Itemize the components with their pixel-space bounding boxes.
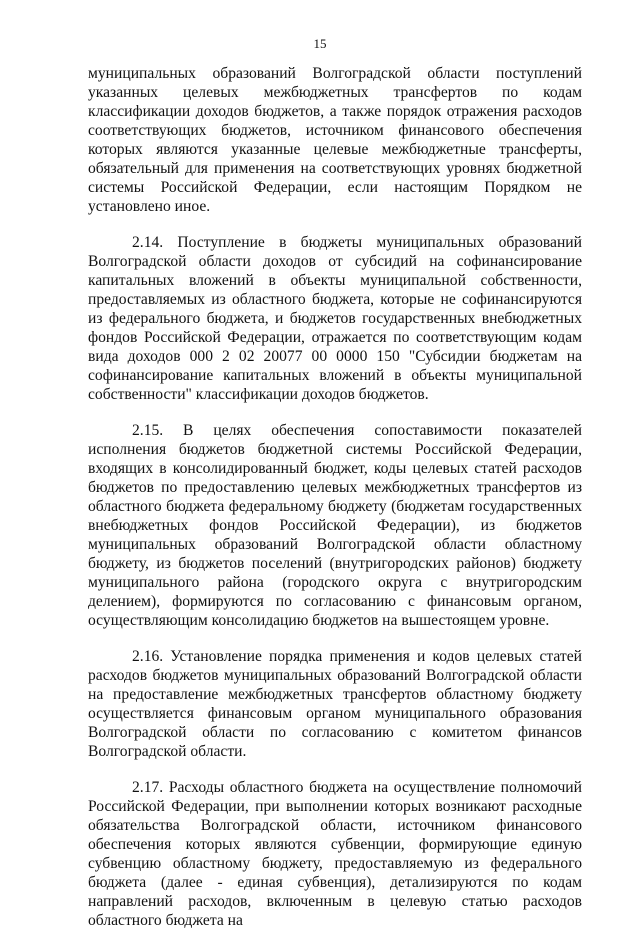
document-body: [88, 64, 582, 930]
paragraph-2-14: 2.14. Поступление в бюджеты муниципальных образований Волгоградской области доходов от субсидий на софинансирование капитальных вложений в объекты муниципальной собственности, предоставляемых из областного бюджета, которые не софинансируются из федерального бюджета, и бюджетов государственных внебюджетных фондов Российской Федерации, отражается по соответствующим кодам вида доходов 000 2 02 20077 00 0000 150 "Субсидии бюджетам на софинансирование капитальных вложений в объекты муниципальной собственности" классификации доходов бюджетов.: [88, 234, 582, 403]
paragraph-2-17: 2.17. Расходы областного бюджета на осуществление полномочий Российской Федерации, при выполнении которых возникают расходные обязательства Волгоградской области, источником финансового обеспечения которых являются субвенции, формирующие единую субвенцию областному бюджету, предоставляемую из федерального бюджета (далее - единая субвенция), детализируются по кодам направлений расходов, включенным в целевую статью расходов областного бюджета на: [88, 779, 582, 929]
paragraph-2-16: 2.16. Установление порядка применения и кодов целевых статей расходов бюджетов муниципальных образований Волгоградской области на предоставление межбюджетных трансфертов областному бюджету осуществляется финансовым органом муниципального образования Волгоградской области по согласованию с комитетом финансов Волгоградской области.: [88, 648, 582, 760]
paragraph-2-15: 2.15. В целях обеспечения сопоставимости показателей исполнения бюджетов бюджетной системы Российской Федерации, входящих в консолидированный бюджет, коды целевых статей расходов бюджетов по предоставлению целевых межбюджетных трансфертов из областного бюджета федеральному бюджету (бюджетам государственных внебюджетных фондов Российской Федерации), из бюджетов муниципальных образований Волгоградской области областному бюджету, из бюджетов поселений (внутригородских районов) бюджету муниципального района (городского округа с внутригородским делением), формируются по согласованию с финансовым органом, осуществляющим консолидацию бюджетов на вышестоящем уровне.: [88, 422, 582, 629]
page-number: 15: [313, 36, 327, 51]
paragraph-continuation: муниципальных образований Волгоградской области поступлений указанных целевых межбюджетных трансфертов по кодам классификации доходов бюджетов, а также порядок отражения расходов соответствующих бюджетов, источником финансового обеспечения которых являются указанные целевые межбюджетные трансферты, обязательный для применения на соответствующих уровнях бюджетной системы Российской Федерации, если настоящим Порядком не установлено иное.: [88, 65, 582, 215]
